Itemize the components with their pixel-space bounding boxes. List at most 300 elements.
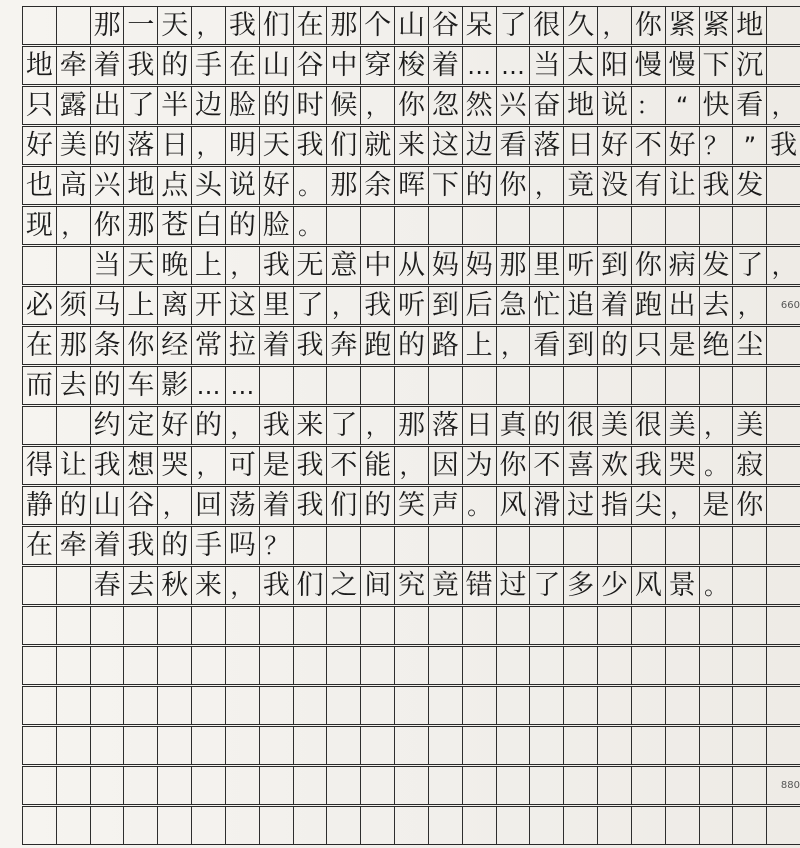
grid-cell: 地 (123, 167, 157, 204)
grid-cell: 谷 (293, 47, 327, 84)
grid-cell (563, 807, 597, 844)
grid-cell: ： (631, 87, 665, 124)
grid-cell: 紧 (699, 7, 733, 44)
grid-cell (293, 647, 327, 684)
grid-cell: 的 (191, 407, 225, 444)
grid-cell: 我 (631, 447, 665, 484)
grid-cell (90, 687, 124, 724)
grid-cell (665, 727, 699, 764)
grid-cell (90, 647, 124, 684)
grid-cell: 看 (496, 127, 530, 164)
grid-cell: ， (597, 7, 631, 44)
grid-row (22, 286, 800, 325)
grid-cell: 那 (326, 167, 360, 204)
grid-cell: 我 (360, 287, 394, 324)
grid-cell: 我 (293, 127, 327, 164)
grid-cell (732, 807, 766, 844)
grid-cell (293, 807, 327, 844)
grid-cell: 你 (123, 327, 157, 364)
grid-row (22, 126, 800, 165)
grid-cell: 现 (22, 207, 56, 244)
grid-cell: ， (360, 407, 394, 444)
grid-cell: ， (225, 247, 259, 284)
grid-cell: 竟 (563, 167, 597, 204)
grid-cell: ， (496, 327, 530, 364)
grid-cell (597, 727, 631, 764)
grid-cell: 急 (496, 287, 530, 324)
grid-cell: 有 (631, 167, 665, 204)
grid-cell: 奋 (529, 87, 563, 124)
grid-cell (462, 607, 496, 644)
grid-cell: 景 (665, 567, 699, 604)
grid-cell: 路 (428, 327, 462, 364)
grid-cell: 那 (496, 247, 530, 284)
grid-cell: 你 (496, 167, 530, 204)
grid-cell: 究 (394, 567, 428, 604)
grid-cell (665, 367, 699, 404)
grid-cell (732, 567, 766, 604)
grid-cell (496, 207, 530, 244)
grid-cell (766, 327, 800, 364)
grid-cell: 了 (326, 407, 360, 444)
grid-row (22, 526, 800, 565)
grid-cell: 美 (56, 127, 90, 164)
grid-cell: 边 (191, 87, 225, 124)
grid-cell: 穿 (360, 47, 394, 84)
grid-cell (766, 487, 800, 524)
grid-cell: 着 (90, 527, 124, 564)
grid-cell (563, 207, 597, 244)
grid-cell: 天 (157, 7, 191, 44)
grid-cell (462, 687, 496, 724)
grid-cell (428, 207, 462, 244)
grid-cell: 个 (360, 7, 394, 44)
grid-cell (259, 687, 293, 724)
grid-cell: 我 (123, 527, 157, 564)
grid-cell (631, 807, 665, 844)
grid-cell (22, 247, 56, 284)
grid-cell: 病 (665, 247, 699, 284)
grid-cell: 约 (90, 407, 124, 444)
grid-cell (326, 607, 360, 644)
grid-cell: 说 (597, 87, 631, 124)
grid-cell: 欢 (597, 447, 631, 484)
grid-cell (56, 407, 90, 444)
grid-cell: 着 (259, 487, 293, 524)
grid-cell (394, 527, 428, 564)
grid-cell: 不 (529, 447, 563, 484)
grid-cell (394, 687, 428, 724)
grid-cell: 那 (90, 7, 124, 44)
grid-cell: 离 (157, 287, 191, 324)
grid-cell: 追 (563, 287, 597, 324)
grid-cell (326, 727, 360, 764)
grid-cell: 的 (157, 527, 191, 564)
grid-cell (529, 727, 563, 764)
grid-cell: 你 (631, 247, 665, 284)
grid-row (22, 326, 800, 365)
grid-cell: 当 (529, 47, 563, 84)
grid-cell (529, 527, 563, 564)
grid-cell: ， (699, 407, 733, 444)
grid-cell (732, 767, 766, 804)
grid-cell: 出 (90, 87, 124, 124)
grid-cell: 说 (225, 167, 259, 204)
grid-cell (191, 807, 225, 844)
grid-cell (394, 207, 428, 244)
grid-cell: 就 (360, 127, 394, 164)
grid-cell: 过 (563, 487, 597, 524)
grid-cell: 上 (462, 327, 496, 364)
grid-cell: ” (732, 127, 766, 164)
grid-cell: 不 (631, 127, 665, 164)
grid-cell: 去 (699, 287, 733, 324)
grid-cell (90, 807, 124, 844)
grid-cell: 中 (360, 247, 394, 284)
grid-cell: 时 (293, 87, 327, 124)
grid-cell (428, 647, 462, 684)
grid-cell: 着 (428, 47, 462, 84)
grid-cell: 在 (22, 527, 56, 564)
grid-cell: 影 (157, 367, 191, 404)
grid-cell (360, 687, 394, 724)
grid-cell (360, 607, 394, 644)
grid-cell: 在 (22, 327, 56, 364)
grid-cell (394, 647, 428, 684)
grid-cell: 着 (259, 327, 293, 364)
grid-cell (462, 207, 496, 244)
grid-cell (597, 607, 631, 644)
grid-cell (293, 687, 327, 724)
grid-cell: 了 (529, 567, 563, 604)
grid-cell: 。 (462, 487, 496, 524)
grid-row (22, 766, 800, 805)
grid-cell: 我 (293, 327, 327, 364)
grid-cell (665, 527, 699, 564)
grid-cell: 是 (699, 487, 733, 524)
grid-row (22, 206, 800, 245)
grid-cell: 沉 (732, 47, 766, 84)
grid-cell: ， (665, 487, 699, 524)
grid-cell (123, 647, 157, 684)
grid-cell (529, 687, 563, 724)
grid-cell: 尘 (732, 327, 766, 364)
grid-cell: 落 (428, 407, 462, 444)
grid-cell (732, 647, 766, 684)
grid-cell: 。 (293, 207, 327, 244)
grid-cell (563, 367, 597, 404)
grid-cell: 那 (394, 407, 428, 444)
grid-cell: 我 (123, 47, 157, 84)
grid-cell (56, 807, 90, 844)
grid-cell (563, 607, 597, 644)
grid-cell: 须 (56, 287, 90, 324)
grid-cell: 露 (56, 87, 90, 124)
grid-cell: … (462, 47, 496, 84)
grid-cell: … (225, 367, 259, 404)
grid-cell (428, 527, 462, 564)
grid-cell (360, 727, 394, 764)
grid-cell: ， (766, 87, 800, 124)
grid-cell: ， (394, 447, 428, 484)
grid-cell: 日 (157, 127, 191, 164)
grid-cell: 到 (597, 247, 631, 284)
grid-cell (123, 727, 157, 764)
grid-cell (665, 607, 699, 644)
grid-cell: 尖 (631, 487, 665, 524)
grid-cell: 落 (123, 127, 157, 164)
grid-cell (766, 207, 800, 244)
grid-cell: 美 (665, 407, 699, 444)
grid-cell: 笑 (394, 487, 428, 524)
grid-cell: ， (191, 7, 225, 44)
grid-cell: 慢 (665, 47, 699, 84)
grid-cell (56, 607, 90, 644)
grid-cell: 不 (326, 447, 360, 484)
grid-cell (394, 607, 428, 644)
grid-cell (225, 767, 259, 804)
grid-cell (563, 687, 597, 724)
grid-cell: 秋 (157, 567, 191, 604)
grid-cell: 我 (293, 487, 327, 524)
grid-cell: 兴 (496, 87, 530, 124)
grid-cell (123, 807, 157, 844)
grid-cell (56, 767, 90, 804)
grid-cell: 然 (462, 87, 496, 124)
grid-cell: 苍 (157, 207, 191, 244)
grid-cell: 脸 (259, 207, 293, 244)
grid-row (22, 646, 800, 685)
grid-cell (394, 727, 428, 764)
grid-cell: 我 (699, 167, 733, 204)
grid-row (22, 566, 800, 605)
grid-cell: 来 (191, 567, 225, 604)
grid-cell: 我 (293, 447, 327, 484)
grid-cell (462, 727, 496, 764)
grid-cell: 你 (90, 207, 124, 244)
grid-cell: 的 (157, 47, 191, 84)
grid-cell (157, 607, 191, 644)
grid-cell: 的 (56, 487, 90, 524)
grid-cell (259, 807, 293, 844)
grid-cell: 的 (529, 407, 563, 444)
grid-cell (22, 727, 56, 764)
grid-cell: 妈 (462, 247, 496, 284)
grid-cell: 的 (225, 207, 259, 244)
grid-cell (394, 367, 428, 404)
grid-cell: 我 (225, 7, 259, 44)
grid-cell: 看 (732, 87, 766, 124)
grid-cell: 你 (631, 7, 665, 44)
grid-cell: 着 (597, 287, 631, 324)
grid-cell: 脸 (225, 87, 259, 124)
grid-cell (496, 727, 530, 764)
grid-cell: ， (225, 407, 259, 444)
grid-cell: 的 (360, 487, 394, 524)
grid-cell: 上 (191, 247, 225, 284)
grid-cell: 妈 (428, 247, 462, 284)
grid-cell: 让 (56, 447, 90, 484)
grid-cell (631, 207, 665, 244)
grid-cell: 手 (191, 47, 225, 84)
grid-cell: 的 (394, 327, 428, 364)
grid-cell (326, 527, 360, 564)
grid-cell (360, 207, 394, 244)
grid-cell (360, 807, 394, 844)
grid-cell (732, 607, 766, 644)
grid-cell: 忽 (428, 87, 462, 124)
grid-cell: ， (191, 127, 225, 164)
grid-cell: 条 (90, 327, 124, 364)
grid-cell: 。 (699, 447, 733, 484)
grid-cell: 也 (22, 167, 56, 204)
grid-cell: 好 (259, 167, 293, 204)
grid-cell (22, 407, 56, 444)
grid-cell (732, 727, 766, 764)
grid-cell: 你 (496, 447, 530, 484)
grid-cell (597, 767, 631, 804)
grid-row (22, 246, 800, 285)
grid-cell (293, 727, 327, 764)
grid-cell (259, 367, 293, 404)
grid-cell (56, 7, 90, 44)
grid-cell: 得 (22, 447, 56, 484)
grid-cell: 的 (259, 87, 293, 124)
grid-cell: 荡 (225, 487, 259, 524)
grid-cell (665, 687, 699, 724)
grid-cell: 日 (563, 127, 597, 164)
grid-cell (766, 567, 800, 604)
grid-cell: 天 (123, 247, 157, 284)
grid-cell: 们 (326, 487, 360, 524)
grid-cell: 静 (22, 487, 56, 524)
grid-row (22, 686, 800, 725)
grid-cell: 里 (529, 247, 563, 284)
grid-cell: 下 (428, 167, 462, 204)
grid-cell (326, 767, 360, 804)
grid-cell: 因 (428, 447, 462, 484)
grid-cell: 指 (597, 487, 631, 524)
grid-cell: 看 (529, 327, 563, 364)
word-count-mark: 880 (780, 780, 800, 791)
grid-cell: 发 (732, 167, 766, 204)
grid-cell: ， (732, 287, 766, 324)
grid-cell (90, 727, 124, 764)
grid-cell (496, 767, 530, 804)
grid-cell (293, 367, 327, 404)
grid-cell: 了 (293, 287, 327, 324)
grid-cell (293, 767, 327, 804)
grid-cell: 白 (191, 207, 225, 244)
grid-cell: 久 (563, 7, 597, 44)
grid-cell: 喜 (563, 447, 597, 484)
grid-cell (766, 47, 800, 84)
grid-cell (665, 207, 699, 244)
grid-cell: 我 (259, 247, 293, 284)
grid-cell (157, 727, 191, 764)
grid-cell (496, 607, 530, 644)
grid-cell: 那 (326, 7, 360, 44)
grid-cell (22, 807, 56, 844)
grid-row (22, 486, 800, 525)
grid-cell: 想 (123, 447, 157, 484)
grid-cell: 手 (191, 527, 225, 564)
grid-cell (326, 687, 360, 724)
grid-cell (665, 767, 699, 804)
grid-cell: 阳 (597, 47, 631, 84)
grid-cell (326, 207, 360, 244)
grid-cell (191, 607, 225, 644)
grid-cell: 来 (394, 127, 428, 164)
grid-cell: 只 (631, 327, 665, 364)
grid-cell: 拉 (225, 327, 259, 364)
grid-cell (225, 607, 259, 644)
grid-cell: 多 (563, 567, 597, 604)
grid-cell: 让 (665, 167, 699, 204)
grid-cell: 奔 (326, 327, 360, 364)
grid-cell (360, 527, 394, 564)
grid-row (22, 446, 800, 485)
grid-cell (766, 407, 800, 444)
grid-cell: 我 (259, 407, 293, 444)
grid-cell (22, 687, 56, 724)
grid-cell (699, 527, 733, 564)
grid-cell: 声 (428, 487, 462, 524)
grid-cell (293, 527, 327, 564)
grid-cell: 一 (123, 7, 157, 44)
grid-cell: 风 (496, 487, 530, 524)
grid-cell: 的 (90, 367, 124, 404)
grid-cell: 头 (191, 167, 225, 204)
grid-cell: 为 (462, 447, 496, 484)
grid-cell (529, 767, 563, 804)
grid-cell (90, 607, 124, 644)
grid-cell: “ (665, 87, 699, 124)
grid-cell (597, 647, 631, 684)
grid-cell (732, 367, 766, 404)
grid-cell (766, 727, 800, 764)
grid-cell (394, 807, 428, 844)
grid-cell (225, 807, 259, 844)
grid-cell (326, 367, 360, 404)
grid-cell (462, 367, 496, 404)
grid-cell: 后 (462, 287, 496, 324)
grid-cell: ， (326, 287, 360, 324)
grid-cell (462, 647, 496, 684)
grid-cell (699, 207, 733, 244)
grid-cell: 了 (496, 7, 530, 44)
grid-cell (766, 687, 800, 724)
grid-cell: 到 (563, 327, 597, 364)
grid-cell: 下 (699, 47, 733, 84)
grid-cell: 能 (360, 447, 394, 484)
grid-cell (699, 767, 733, 804)
grid-cell: 好 (597, 127, 631, 164)
grid-cell: 滑 (529, 487, 563, 524)
grid-cell (496, 687, 530, 724)
grid-row (22, 6, 800, 45)
grid-cell (225, 727, 259, 764)
grid-cell: 边 (462, 127, 496, 164)
grid-cell: 这 (428, 127, 462, 164)
grid-cell (496, 367, 530, 404)
grid-cell (766, 647, 800, 684)
grid-cell (394, 767, 428, 804)
grid-cell (462, 807, 496, 844)
grid-cell: 之 (326, 567, 360, 604)
grid-cell: 没 (597, 167, 631, 204)
grid-cell (360, 367, 394, 404)
